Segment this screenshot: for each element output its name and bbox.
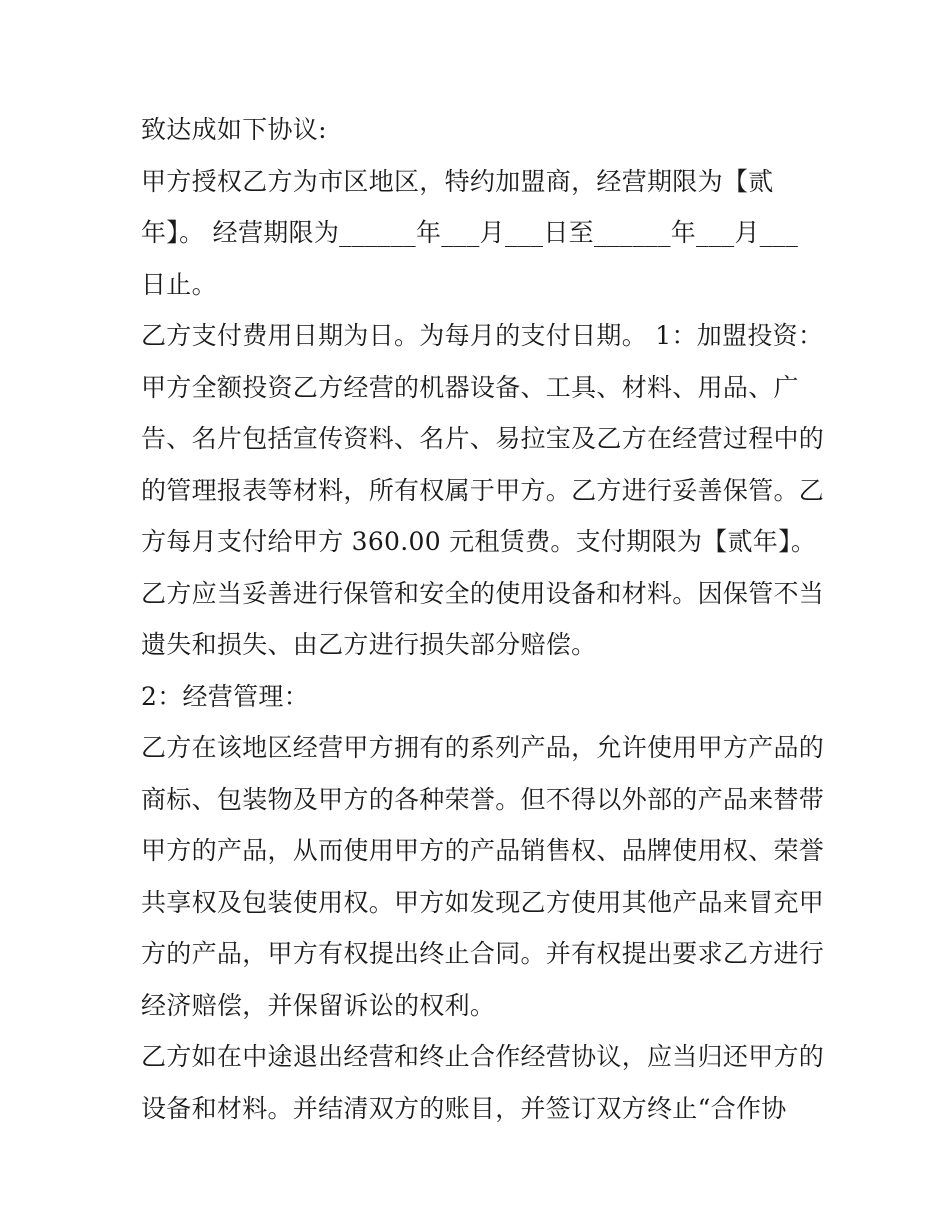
text-line: 乙方在该地区经营甲方拥有的系列产品，允许使用甲方产品的 [141,733,825,762]
section-heading: 2：经营管理： [141,681,310,711]
text-line: 告、名片包括宣传资料、名片、易拉宝及乙方在经营过程中的 [141,424,825,453]
text-line: 日止。 [141,269,217,299]
text-line: 遗失和损失、由乙方进行损失部分赔偿。 [141,630,597,659]
text-line: 年】。 经营期限为______年___月___日至______年___月___ [141,218,799,247]
text-line: 设备和材料。并结清双方的账目，并签订双方终止“合作协 [141,1093,787,1123]
text-line: 方的产品，甲方有权提出终止合同。并有权提出要求乙方进行 [141,939,825,968]
text-line: 甲方的产品，从而使用甲方的产品销售权、品牌使用权、荣誉 [141,836,825,865]
text-line: 共享权及包装使用权。甲方如发现乙方使用其他产品来冒充甲 [141,887,825,917]
text-line: 方每月支付给甲方 360.00 元租赁费。支付期限为【贰年】。 [141,527,817,556]
text-line: 甲方全额投资乙方经营的机器设备、工具、材料、用品、广 [141,372,799,402]
text-line: 乙方应当妥善进行保管和安全的使用设备和材料。因保管不当 [141,578,825,608]
text-line: 乙方支付费用日期为日。为每月的支付日期。 1：加盟投资： [141,321,824,350]
document-body [141,104,825,1134]
text-line: 的管理报表等材料，所有权属于甲方。乙方进行妥善保管。乙 [141,475,825,505]
text-line: 致达成如下协议: [141,115,327,144]
text-line: 甲方授权乙方为市区地区，特约加盟商，经营期限为【贰 [141,166,774,196]
text-line: 商标、包装物及甲方的各种荣誉。但不得以外部的产品来替带 [141,784,825,814]
text-line: 乙方如在中途退出经营和终止合作经营协议，应当归还甲方的 [141,1042,825,1071]
text-line: 经济赔偿，并保留诉讼的权利。 [141,990,496,1020]
